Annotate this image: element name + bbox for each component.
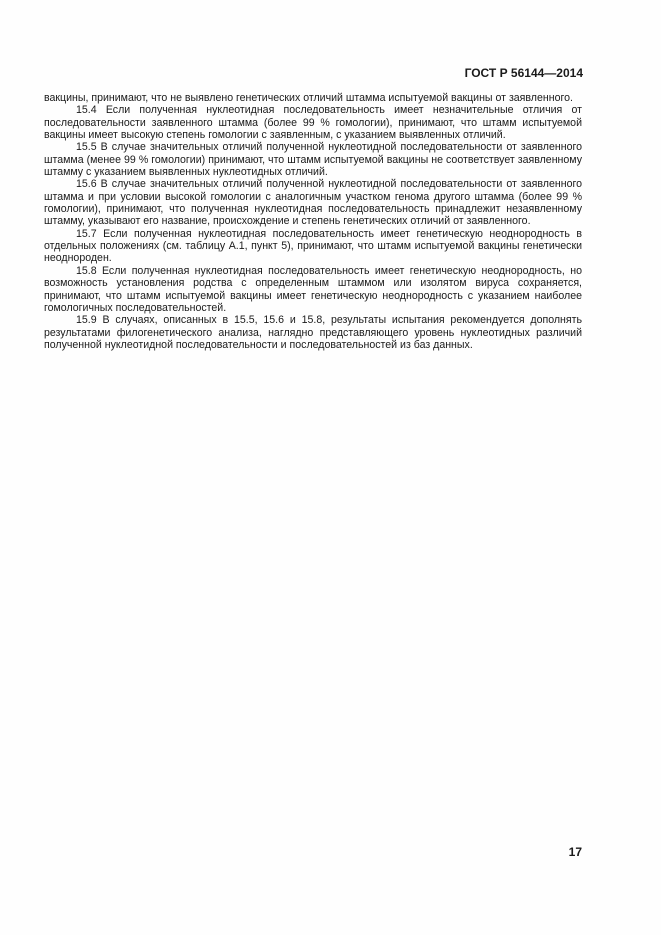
standard-header: ГОСТ Р 56144—2014 (464, 66, 583, 80)
paragraph-15-7: 15.7 Если полученная нуклеотидная последовательность имеет генетическую неоднородность в отдельных положениях (см. таблицу А.1, пункт 5), принимают, что штамм испытуемой вакцины генетически неоднороден. (44, 227, 582, 265)
paragraph-continuation: вакцины, принимают, что не выявлено генетических отличий штамма испытуемой вакцины от заявленного. (44, 92, 573, 104)
page-number: 17 (568, 845, 582, 859)
document-body (44, 92, 582, 351)
paragraph-15-9: 15.9 В случаях, описанных в 15.5, 15.6 и 15.8, результаты испытания рекомендуется дополнять результатами филогенетического анализа, наглядно представляющего уровень нуклеотидных различий полученной нуклеотидной последовательности и последовательностей из баз данных. (44, 314, 582, 351)
paragraph-15-5: 15.5 В случае значительных отличий полученной нуклеотидной последовательности от заявленного штамма (менее 99 % гомологии) принимают, что штамм испытуемой вакцины не соответствует заявленному штамму с указанием выявленных нуклеотидных отличий. (44, 141, 582, 179)
paragraph-15-6: 15.6 В случае значительных отличий полученной нуклеотидной последовательности от заявленного штамма и при условии высокой гомологии с аналогичным участком генома другого штамма (более 99 % гомологии), принимают, что полученная нуклеотидная последовательность принадлежит незаявленному штамму, указывают его название, происхождение и степень генетических отличий от заявленного. (44, 178, 582, 228)
paragraph-15-4: 15.4 Если полученная нуклеотидная последовательность имеет незначительные отличия от последовательности заявленного штамма (более 99 % гомологии), принимают, что штамм испытуемой вакцины имеет высокую степень гомологии с заявленным, с указанием выявленных отличий. (44, 104, 582, 142)
paragraph-15-8: 15.8 Если полученная нуклеотидная последовательность имеет генетическую неоднородность, но возможность установления родства с определенным штаммом или изолятом вируса сохраняется, принимают, что штамм испытуемой вакцины имеет генетическую неоднородность с указанием наиболее гомологичных последовательностей. (44, 264, 582, 314)
